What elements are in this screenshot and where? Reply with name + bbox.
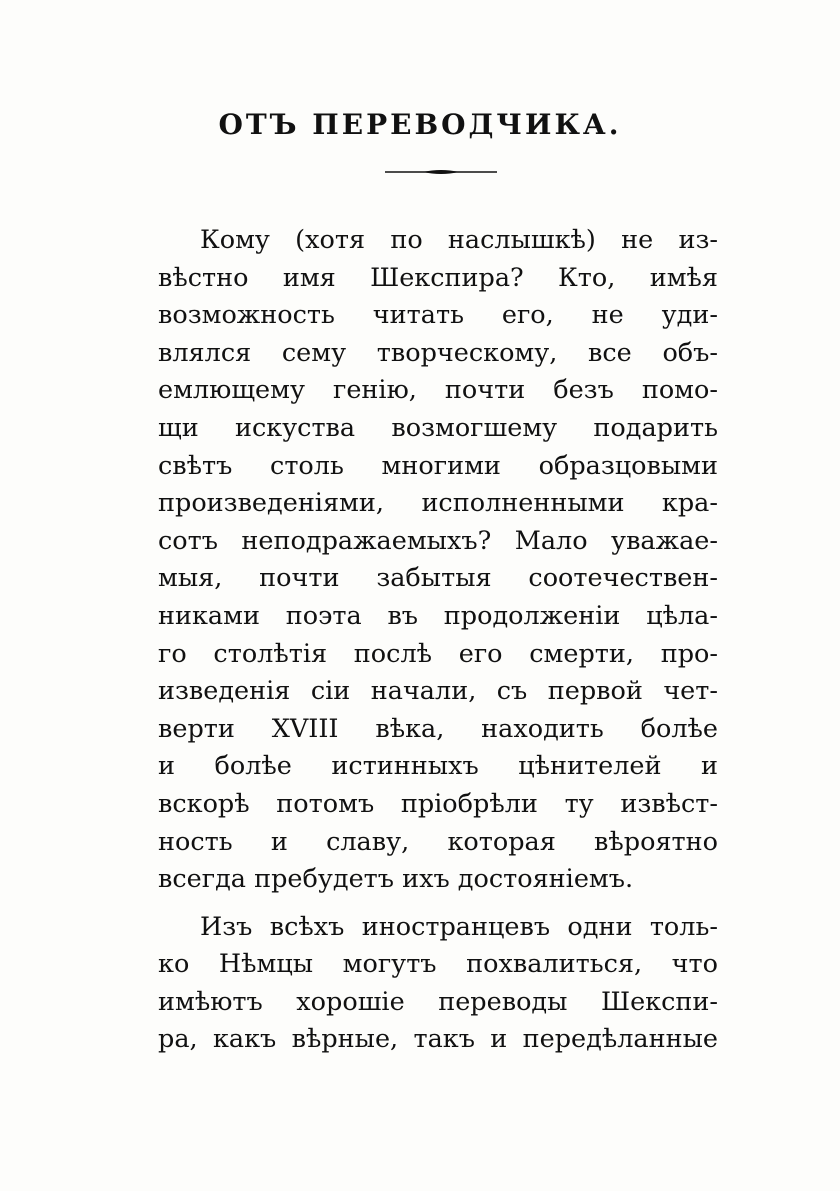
- text-line: ра, какъ вѣрные, такъ и передѣланные: [158, 1024, 718, 1055]
- chapter-heading: ОТЪ ПЕРЕВОДЧИКА.: [218, 108, 622, 141]
- text-line: всегда пребудетъ ихъ достояніемъ.: [158, 864, 634, 895]
- text-line: ность и славу, которая вѣроятно: [158, 826, 718, 857]
- text-line: Изъ всѣхъ иностранцевъ одни толь-: [200, 911, 718, 942]
- text-line: никами поэта въ продолженіи цѣла-: [158, 600, 718, 631]
- ornamental-divider: [385, 168, 497, 176]
- text-line: влялся сему творческому, все объ-: [158, 337, 718, 368]
- body-text: [158, 222, 718, 1059]
- text-line: Кому (хотя по наслышкѣ) не из-: [200, 225, 718, 255]
- text-line: ко Нѣмцы могутъ похвалиться, что: [158, 949, 718, 980]
- text-line: вскорѣ потомъ пріобрѣли ту извѣст-: [158, 788, 718, 819]
- text-line: сотъ неподражаемыхъ? Мало уважае-: [158, 525, 718, 556]
- text-line: верти XVIII вѣка, находить болѣе: [158, 713, 718, 744]
- text-line: вѣстно имя Шекспира? Кто, имѣя: [158, 262, 718, 293]
- paragraph: [158, 222, 718, 899]
- text-line: возможность читать его, не уди-: [158, 300, 718, 331]
- text-line: щи искуства возмогшему подарить: [158, 412, 718, 443]
- paragraph: [158, 909, 718, 1059]
- text-line: го столѣтія послѣ его смерти, про-: [158, 638, 718, 669]
- paragraph-gap: [158, 899, 718, 909]
- text-line: имѣютъ хорошіе переводы Шекспи-: [158, 986, 718, 1017]
- text-line: изведенія сіи начали, съ первой чет-: [158, 676, 718, 707]
- text-line: и болѣе истинныхъ цѣнителей и: [158, 751, 718, 782]
- text-line: свѣтъ столь многими образцовыми: [158, 450, 718, 481]
- text-line: мыя, почти забытыя соотечествен-: [158, 563, 718, 594]
- text-line: емлющему генію, почти безъ помо-: [158, 375, 718, 406]
- text-line: произведеніями, исполненными кра-: [158, 488, 718, 519]
